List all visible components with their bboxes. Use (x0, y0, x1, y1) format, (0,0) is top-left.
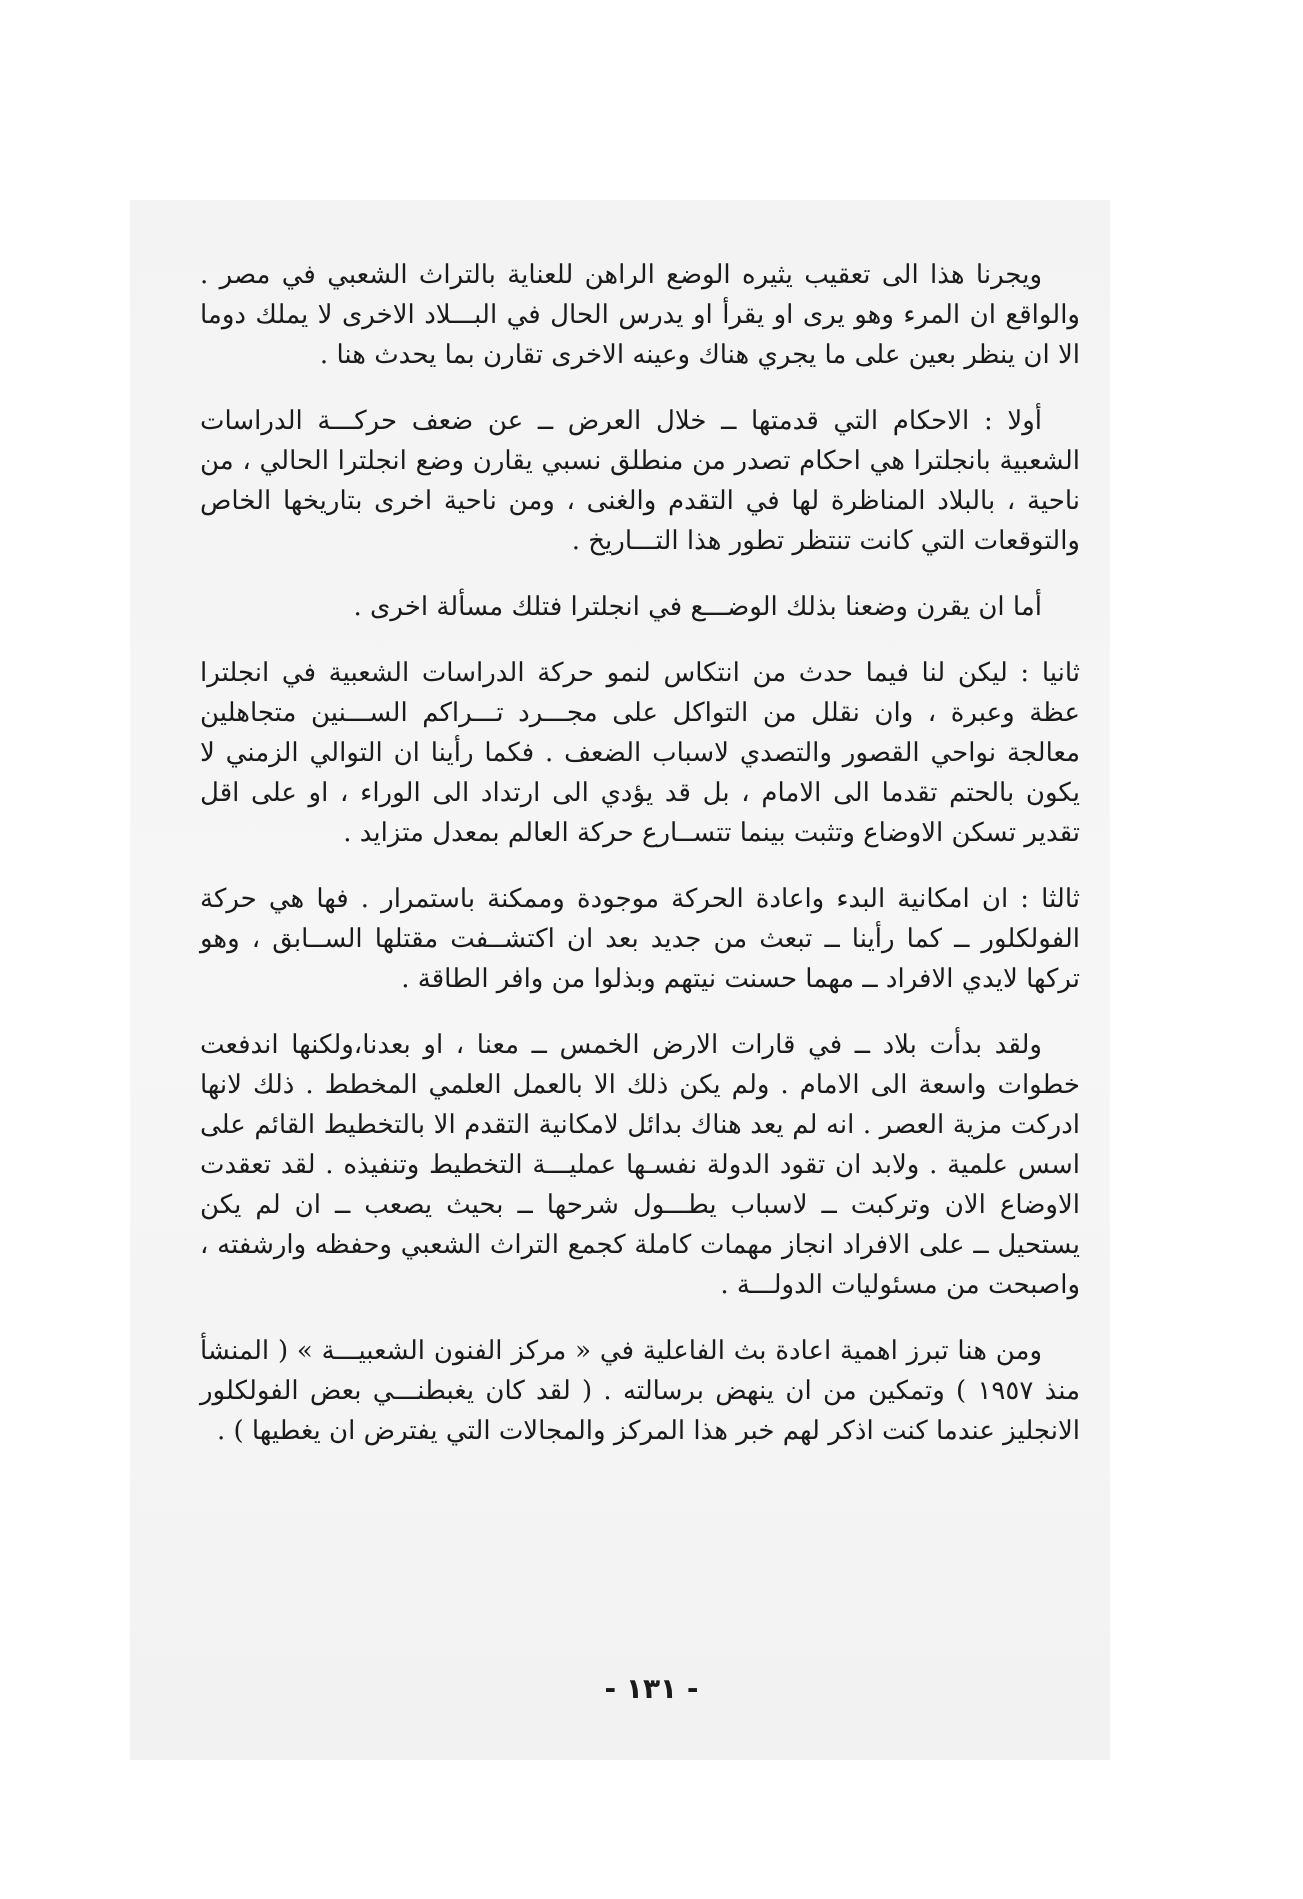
paragraph-intro: ويجرنا هذا الى تعقيب يثيره الوضع الراهن للعناية بالتراث الشعبي في مصر . والواقع ان المرء وهو يرى او يقرأ او يدرس الحال في البـــلاد الاخرى لا يملك دوما الا ان ينظر بعين على ما يجري هناك وعينه الاخرى تقارن بما يحدث هنا . (200, 260, 1080, 370)
paragraph-third-point: ثالثا : ان امكانية البدء واعادة الحركة موجودة وممكنة باستمرار . فها هي حركة الفولكلور ــ كما رأينا ــ تبعث من جديد بعد ان اكتشــفت مقتلها الســابق ، وهو تركها لايدي الافراد ــ مهما حسنت نيتهم وبذلوا من وافر الطاقة . (200, 884, 1080, 994)
page-number: - ١٣١ - (604, 1672, 699, 1705)
page-body (200, 255, 1080, 1477)
paragraph-second-point: ثانيا : ليكن لنا فيما حدث من انتكاس لنمو حركة الدراسات الشعبية في انجلترا عظة وعبرة ، وان نقلل من التواكل على مجـــرد تـــراكم الســـنين متجاهلين معالجة نواحي القصور والتصدي لاسباب الضعف . فكما رأينا ان التوالي الزمني لا يكون بالحتم تقدما الى الامام ، بل قد يؤدي الى ارتداد الى الوراء ، او على اقل تقدير تسكن الاوضاع وتثبت بينما تتســارع حركة العالم بمعدل متزايد . (200, 658, 1080, 848)
paragraph-comparison: أما ان يقرن وضعنا بذلك الوضـــع في انجلترا فتلك مسألة اخرى . (353, 592, 1042, 622)
paragraph-countries: ولقد بدأت بلاد ــ في قارات الارض الخمس ــ معنا ، او بعدنا،ولكنها اندفعت خطوات واسعة الى الامام . ولم يكن ذلك الا بالعمل العلمي المخطط . ذلك لانها ادركت مزية العصر . انه لم يعد هناك بدائل لامكانية التقدم الا بالتخطيط القائم على اسس علمية . ولابد ان تقود الدولة نفسـها عمليـــة التخطيط وتنفيذه . لقد تعقدت الاوضاع الان وتركبت ــ لاسباب يطـــول شرحها ــ بحيث يصعب ــ ان لم يكن يستحيل ــ على الافراد انجاز مهمات كاملة كجمع التراث الشعبي وحفظه وارشفته ، واصبحت من مسئوليات الدولـــة . (200, 1030, 1081, 1300)
paragraph-folk-arts-center: ومن هنا تبرز اهمية اعادة بث الفاعلية في « مركز الفنون الشعبيـــة » ( المنشأ منذ ١٩٥٧ ) وتمكين من ان ينهض برسالته . ( لقد كان يغبطنـــي بعض الفولكلور الانجليز عندما كنت اذكر لهم خبر هذا المركز والمجالات التي يفترض ان يغطيها ) . (200, 1336, 1080, 1446)
paragraph-first-point: أولا : الاحكام التي قدمتها ــ خلال العرض ــ عن ضعف حركـــة الدراسات الشعبية بانجلترا هي احكام تصدر من منطلق نسبي يقارن وضع انجلترا الحالي ، من ناحية ، بالبلاد المناظرة لها في التقدم والغنى ، ومن ناحية اخرى بتاريخها الخاص والتوقعات التي كانت تنتظر تطور هذا التـــاريخ . (200, 406, 1080, 556)
